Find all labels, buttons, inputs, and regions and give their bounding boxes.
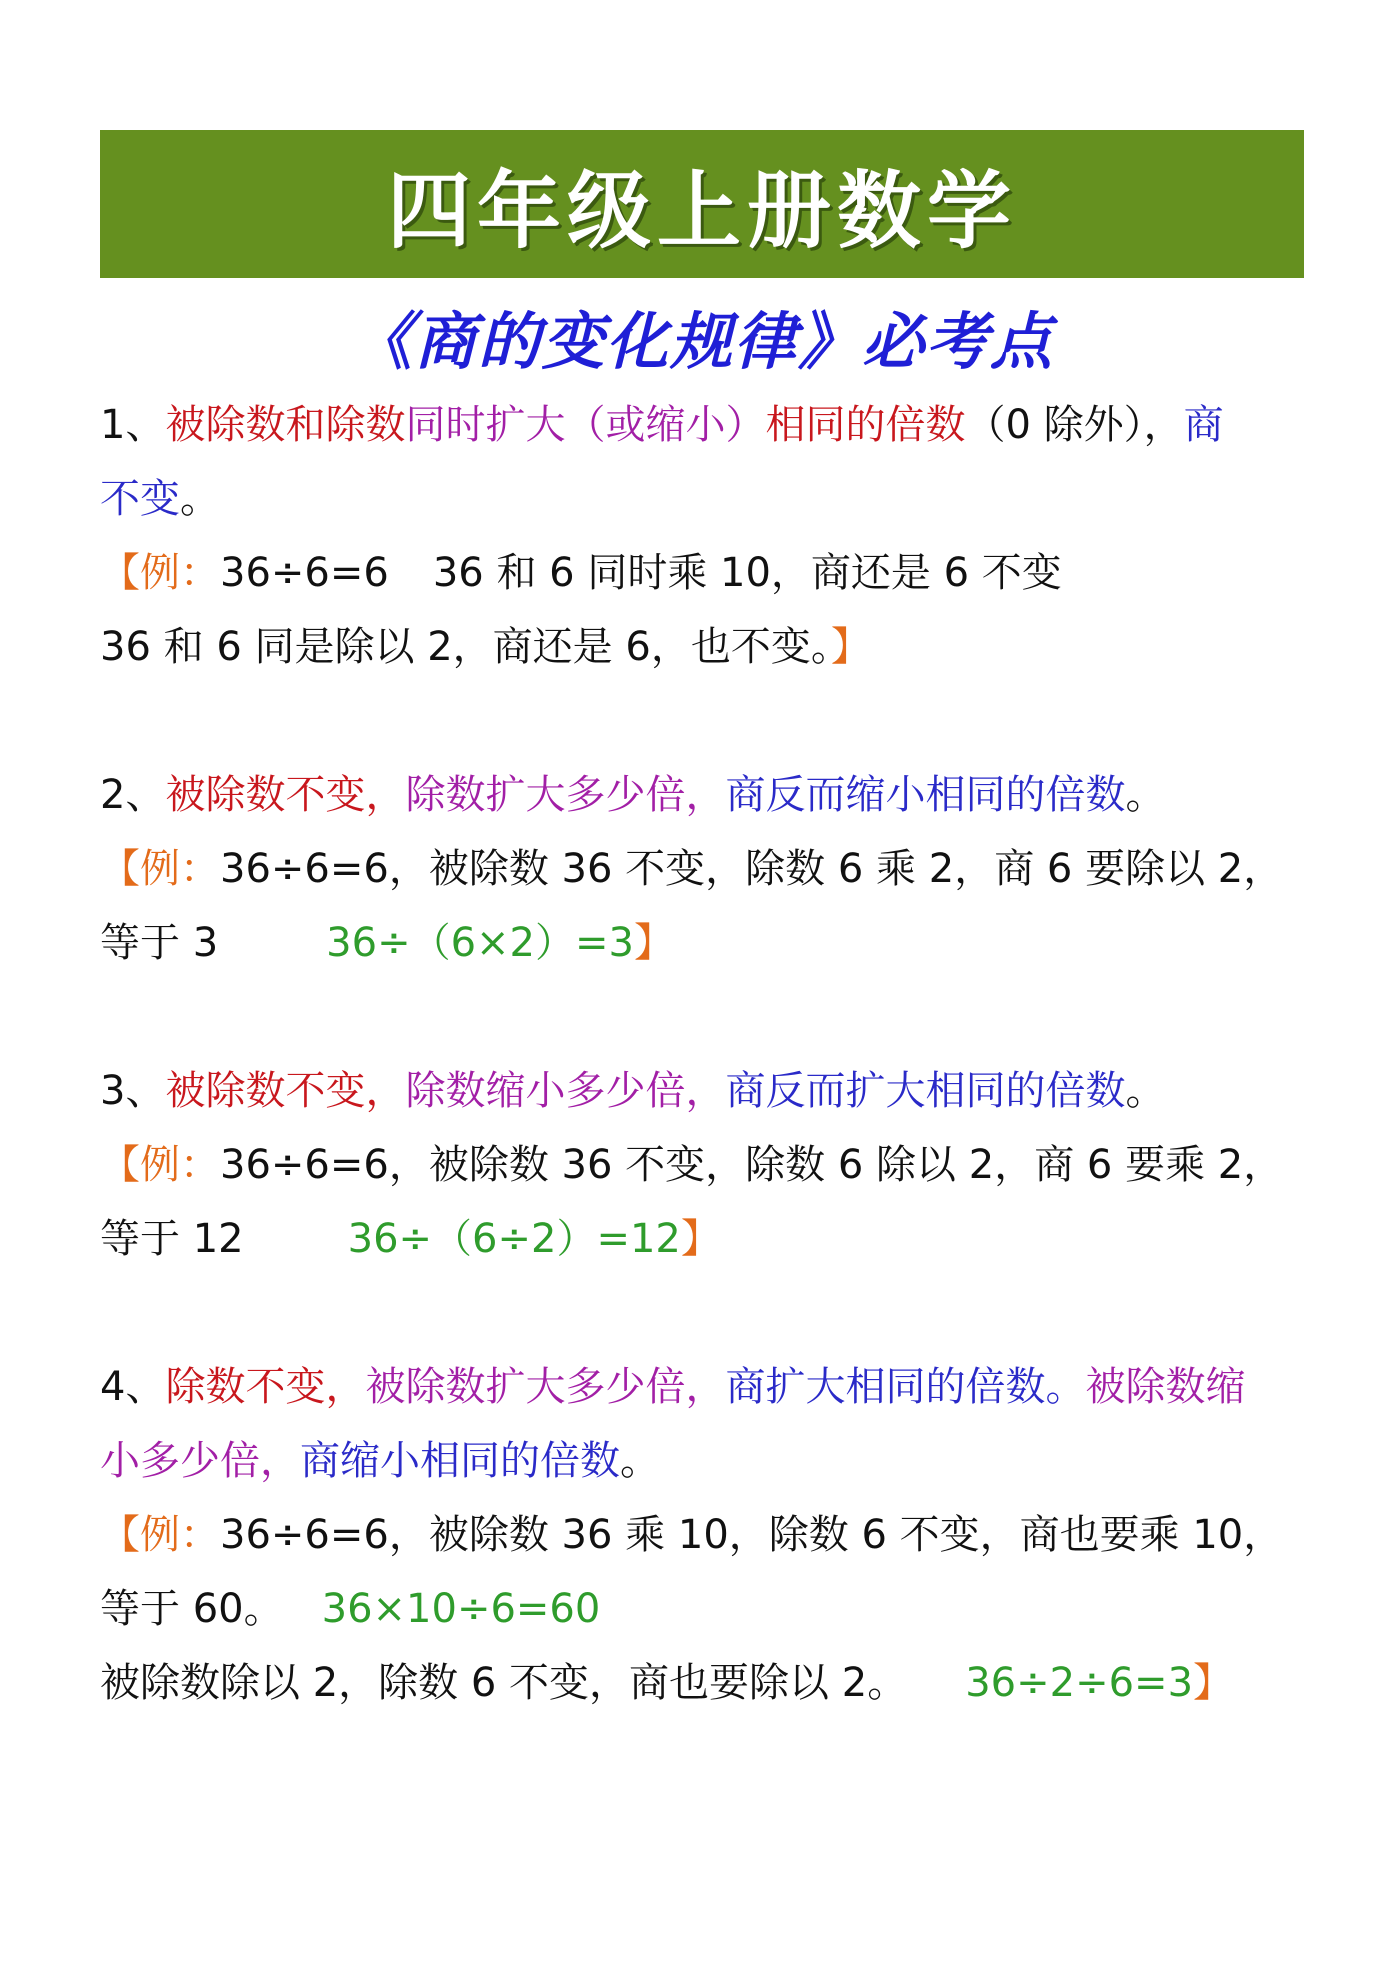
rule4-example-text3: 被除数除以 2，除数 6 不变，商也要除以 2。 — [100, 1660, 908, 1706]
rule4-dividend-enlarged: 被除数扩大多少倍， — [365, 1364, 726, 1410]
rule1-example-text2: 36 和 6 同是除以 2，商还是 6，也不变。 — [100, 624, 831, 670]
rule3-example-text2: 等于 12 — [100, 1216, 244, 1262]
rule4-example-line1 — [100, 1498, 1310, 1572]
rule1-period: 。 — [180, 476, 220, 522]
rule1-example-open: 【例： — [100, 550, 220, 596]
rule4-number: 4、 — [100, 1364, 166, 1410]
rule1-dividend-divisor: 被除数和除数 — [165, 402, 406, 448]
rule4-dividend-reduced-b: 小多少倍， — [100, 1438, 300, 1484]
rule3-example-close: 】 — [680, 1216, 721, 1262]
rule4-example-open: 【例： — [100, 1512, 220, 1558]
rule3-example-open: 【例： — [100, 1142, 220, 1188]
rule2-line1 — [100, 758, 1310, 832]
rule2-number: 2、 — [100, 772, 166, 818]
rule2-example-open: 【例： — [100, 846, 220, 892]
rule3-example-formula: 36÷（6÷2）=12 — [347, 1216, 681, 1262]
rule3-line1 — [100, 1054, 1310, 1128]
rule4-example-line2 — [100, 1572, 1310, 1646]
rule1-unchanged: 不变 — [100, 476, 180, 522]
page-title: 四年级上册数学 — [386, 161, 1017, 260]
rule1-quotient: 商 — [1183, 402, 1224, 448]
rule1-example-text1: 36 和 6 同时乘 10，商还是 6 不变 — [432, 550, 1062, 596]
rule4-line2 — [100, 1424, 1310, 1498]
rule2-example-line2 — [100, 906, 1310, 980]
rule3-period: 。 — [1125, 1068, 1166, 1114]
rule1-number: 1、 — [100, 402, 166, 448]
rule1-example-equation: 36÷6=6 — [220, 550, 389, 596]
page-subtitle: 《商的变化规律》必考点 — [349, 305, 1054, 378]
rule3-dividend-unchanged: 被除数不变， — [165, 1068, 406, 1114]
title-banner — [100, 130, 1304, 278]
rule2-example-formula: 36÷（6×2）=3 — [326, 920, 634, 966]
rule2-example-close: 】 — [633, 920, 674, 966]
rule4-example-formula2: 36÷2÷6=3 — [965, 1660, 1194, 1706]
rule4-quotient-reduced: 商缩小相同的倍数 — [300, 1438, 620, 1484]
rule3-number: 3、 — [100, 1068, 166, 1114]
rule1-line2 — [100, 462, 1310, 536]
rule2-example-text1: 36÷6=6，被除数 36 不变，除数 6 乘 2，商 6 要除以 2， — [220, 846, 1284, 892]
rule1-exclude-zero: （0 除外）， — [965, 402, 1184, 448]
rule2-period: 。 — [1125, 772, 1166, 818]
rule4-divisor-unchanged: 除数不变， — [165, 1364, 366, 1410]
rule3-example-line2 — [100, 1202, 1310, 1276]
rule1-same-multiple: 相同的倍数 — [765, 402, 966, 448]
rule4-example-formula1: 36×10÷6=60 — [321, 1586, 601, 1632]
rule1-simultaneous: 同时扩大（或缩小） — [405, 402, 766, 448]
rule1-example-close: 】 — [830, 624, 871, 670]
rule1-line1 — [100, 388, 1310, 462]
rule4-example-line3 — [100, 1646, 1310, 1720]
rule3-example-text1: 36÷6=6，被除数 36 不变，除数 6 除以 2，商 6 要乘 2， — [220, 1142, 1284, 1188]
rule4-line1 — [100, 1350, 1310, 1424]
rule3-quotient-enlarged: 商反而扩大相同的倍数 — [725, 1068, 1126, 1114]
content-body — [100, 388, 1310, 1720]
rule1-example-line1 — [100, 536, 1310, 610]
rule2-dividend-unchanged: 被除数不变， — [165, 772, 406, 818]
rule2-quotient-reduced: 商反而缩小相同的倍数 — [725, 772, 1126, 818]
rule2-example-line1 — [100, 832, 1310, 906]
rule1-example-line2 — [100, 610, 1310, 684]
rule4-example-close: 】 — [1193, 1660, 1234, 1706]
rule4-period: 。 — [620, 1438, 660, 1484]
rule3-example-line1 — [100, 1128, 1310, 1202]
rule3-divisor-reduced: 除数缩小多少倍， — [405, 1068, 726, 1114]
rule4-dividend-reduced-a: 被除数缩 — [1085, 1364, 1246, 1410]
rule2-divisor-enlarged: 除数扩大多少倍， — [405, 772, 726, 818]
rule2-example-text2: 等于 3 — [100, 920, 219, 966]
rule4-example-text1: 36÷6=6，被除数 36 乘 10，除数 6 不变，商也要乘 10， — [220, 1512, 1284, 1558]
rule4-quotient-enlarged: 商扩大相同的倍数。 — [725, 1364, 1086, 1410]
rule4-example-text2: 等于 60。 — [100, 1586, 284, 1632]
